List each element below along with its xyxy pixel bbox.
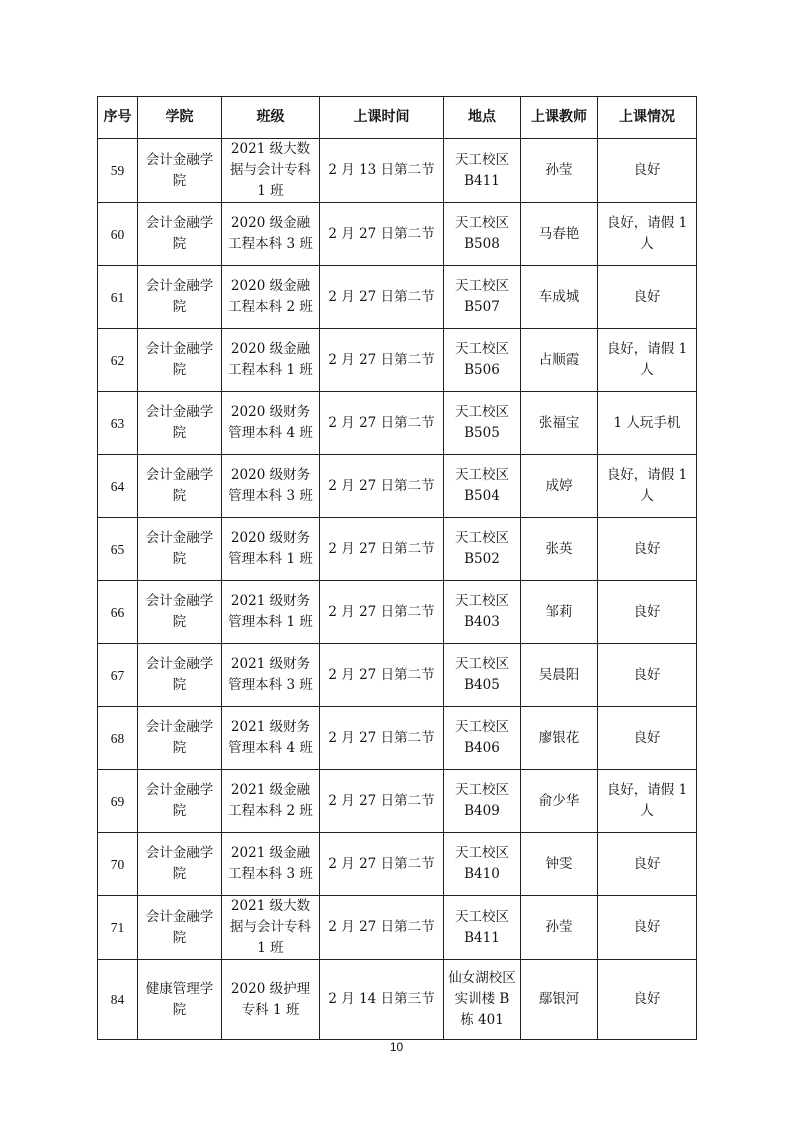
cell-location: 天工校区 B506 bbox=[444, 329, 521, 392]
cell-teacher: 占顺霞 bbox=[521, 329, 598, 392]
table-row bbox=[98, 329, 697, 392]
cell-teacher: 成婷 bbox=[521, 455, 598, 518]
cell-class: 2020 级财务管理本科 4 班 bbox=[222, 392, 320, 455]
cell-status: 良好 bbox=[598, 833, 697, 896]
cell-class: 2020 级金融工程本科 3 班 bbox=[222, 203, 320, 266]
cell-time: 2 月 27 日第二节 bbox=[320, 833, 444, 896]
cell-time: 2 月 14 日第三节 bbox=[320, 960, 444, 1040]
table-row bbox=[98, 707, 697, 770]
cell-status: 1 人玩手机 bbox=[598, 392, 697, 455]
cell-teacher: 张英 bbox=[521, 518, 598, 581]
cell-status: 良好，请假 1 人 bbox=[598, 455, 697, 518]
inspection-table bbox=[97, 96, 697, 1040]
cell-college: 会计金融学院 bbox=[138, 203, 222, 266]
cell-class: 2021 级大数据与会计专科 1 班 bbox=[222, 139, 320, 203]
cell-college: 会计金融学院 bbox=[138, 329, 222, 392]
cell-teacher: 马春艳 bbox=[521, 203, 598, 266]
cell-teacher: 张福宝 bbox=[521, 392, 598, 455]
cell-location: 天工校区 B410 bbox=[444, 833, 521, 896]
cell-teacher: 邹莉 bbox=[521, 581, 598, 644]
cell-index: 59 bbox=[98, 139, 138, 203]
cell-college: 会计金融学院 bbox=[138, 770, 222, 833]
cell-index: 64 bbox=[98, 455, 138, 518]
cell-class: 2021 级大数据与会计专科 1 班 bbox=[222, 896, 320, 960]
cell-status: 良好，请假 1 人 bbox=[598, 770, 697, 833]
cell-location: 天工校区 B405 bbox=[444, 644, 521, 707]
cell-index: 71 bbox=[98, 896, 138, 960]
cell-index: 68 bbox=[98, 707, 138, 770]
cell-time: 2 月 27 日第二节 bbox=[320, 203, 444, 266]
cell-class: 2020 级金融工程本科 1 班 bbox=[222, 329, 320, 392]
cell-class: 2020 级金融工程本科 2 班 bbox=[222, 266, 320, 329]
cell-time: 2 月 27 日第二节 bbox=[320, 455, 444, 518]
cell-index: 84 bbox=[98, 960, 138, 1040]
cell-teacher: 孙莹 bbox=[521, 139, 598, 203]
cell-status: 良好 bbox=[598, 896, 697, 960]
table-row bbox=[98, 960, 697, 1040]
cell-time: 2 月 27 日第二节 bbox=[320, 896, 444, 960]
table-row bbox=[98, 266, 697, 329]
table-row bbox=[98, 581, 697, 644]
cell-teacher: 吴晨阳 bbox=[521, 644, 598, 707]
cell-location: 天工校区 B504 bbox=[444, 455, 521, 518]
cell-college: 会计金融学院 bbox=[138, 518, 222, 581]
cell-class: 2021 级金融工程本科 2 班 bbox=[222, 770, 320, 833]
cell-college: 会计金融学院 bbox=[138, 644, 222, 707]
cell-college: 会计金融学院 bbox=[138, 266, 222, 329]
cell-time: 2 月 27 日第二节 bbox=[320, 707, 444, 770]
cell-index: 67 bbox=[98, 644, 138, 707]
cell-location: 天工校区 B505 bbox=[444, 392, 521, 455]
table-row bbox=[98, 139, 697, 203]
cell-time: 2 月 13 日第二节 bbox=[320, 139, 444, 203]
cell-teacher: 钟雯 bbox=[521, 833, 598, 896]
cell-status: 良好 bbox=[598, 960, 697, 1040]
cell-status: 良好 bbox=[598, 644, 697, 707]
header-index: 序号 bbox=[98, 97, 138, 139]
table-row bbox=[98, 203, 697, 266]
cell-class: 2021 级财务管理本科 1 班 bbox=[222, 581, 320, 644]
header-location: 地点 bbox=[444, 97, 521, 139]
cell-teacher: 鄢银河 bbox=[521, 960, 598, 1040]
cell-location: 天工校区 B411 bbox=[444, 896, 521, 960]
table-row bbox=[98, 770, 697, 833]
cell-location: 天工校区 B411 bbox=[444, 139, 521, 203]
header-teacher: 上课教师 bbox=[521, 97, 598, 139]
table-row bbox=[98, 392, 697, 455]
cell-time: 2 月 27 日第二节 bbox=[320, 770, 444, 833]
table-row bbox=[98, 896, 697, 960]
cell-teacher: 孙莹 bbox=[521, 896, 598, 960]
cell-college: 会计金融学院 bbox=[138, 833, 222, 896]
cell-index: 63 bbox=[98, 392, 138, 455]
cell-college: 会计金融学院 bbox=[138, 392, 222, 455]
table-row bbox=[98, 644, 697, 707]
cell-class: 2021 级财务管理本科 4 班 bbox=[222, 707, 320, 770]
table-row bbox=[98, 833, 697, 896]
cell-teacher: 车成城 bbox=[521, 266, 598, 329]
cell-teacher: 廖银花 bbox=[521, 707, 598, 770]
cell-college: 会计金融学院 bbox=[138, 896, 222, 960]
page-number: 10 bbox=[389, 1040, 404, 1054]
cell-location: 天工校区 B502 bbox=[444, 518, 521, 581]
cell-location: 天工校区 B508 bbox=[444, 203, 521, 266]
header-time: 上课时间 bbox=[320, 97, 444, 139]
cell-status: 良好 bbox=[598, 707, 697, 770]
cell-index: 70 bbox=[98, 833, 138, 896]
table-row bbox=[98, 455, 697, 518]
cell-index: 61 bbox=[98, 266, 138, 329]
cell-college: 会计金融学院 bbox=[138, 707, 222, 770]
cell-class: 2021 级金融工程本科 3 班 bbox=[222, 833, 320, 896]
cell-status: 良好 bbox=[598, 518, 697, 581]
cell-college: 会计金融学院 bbox=[138, 581, 222, 644]
table-header-row bbox=[98, 97, 697, 139]
cell-time: 2 月 27 日第二节 bbox=[320, 266, 444, 329]
table-body bbox=[98, 139, 697, 1040]
cell-location: 仙女湖校区实训楼 B 栋 401 bbox=[444, 960, 521, 1040]
cell-index: 66 bbox=[98, 581, 138, 644]
cell-time: 2 月 27 日第二节 bbox=[320, 518, 444, 581]
cell-class: 2020 级财务管理本科 1 班 bbox=[222, 518, 320, 581]
cell-location: 天工校区 B406 bbox=[444, 707, 521, 770]
cell-status: 良好，请假 1 人 bbox=[598, 203, 697, 266]
cell-time: 2 月 27 日第二节 bbox=[320, 392, 444, 455]
cell-location: 天工校区 B409 bbox=[444, 770, 521, 833]
cell-time: 2 月 27 日第二节 bbox=[320, 644, 444, 707]
cell-time: 2 月 27 日第二节 bbox=[320, 581, 444, 644]
cell-status: 良好，请假 1 人 bbox=[598, 329, 697, 392]
cell-index: 62 bbox=[98, 329, 138, 392]
cell-class: 2021 级财务管理本科 3 班 bbox=[222, 644, 320, 707]
header-class: 班级 bbox=[222, 97, 320, 139]
cell-teacher: 俞少华 bbox=[521, 770, 598, 833]
cell-status: 良好 bbox=[598, 581, 697, 644]
cell-class: 2020 级财务管理本科 3 班 bbox=[222, 455, 320, 518]
cell-status: 良好 bbox=[598, 139, 697, 203]
cell-index: 69 bbox=[98, 770, 138, 833]
table-row bbox=[98, 518, 697, 581]
cell-class: 2020 级护理专科 1 班 bbox=[222, 960, 320, 1040]
cell-college: 会计金融学院 bbox=[138, 139, 222, 203]
cell-index: 65 bbox=[98, 518, 138, 581]
cell-time: 2 月 27 日第二节 bbox=[320, 329, 444, 392]
cell-status: 良好 bbox=[598, 266, 697, 329]
cell-location: 天工校区 B403 bbox=[444, 581, 521, 644]
header-status: 上课情况 bbox=[598, 97, 697, 139]
cell-location: 天工校区 B507 bbox=[444, 266, 521, 329]
cell-college: 会计金融学院 bbox=[138, 455, 222, 518]
header-college: 学院 bbox=[138, 97, 222, 139]
cell-index: 60 bbox=[98, 203, 138, 266]
cell-college: 健康管理学院 bbox=[138, 960, 222, 1040]
